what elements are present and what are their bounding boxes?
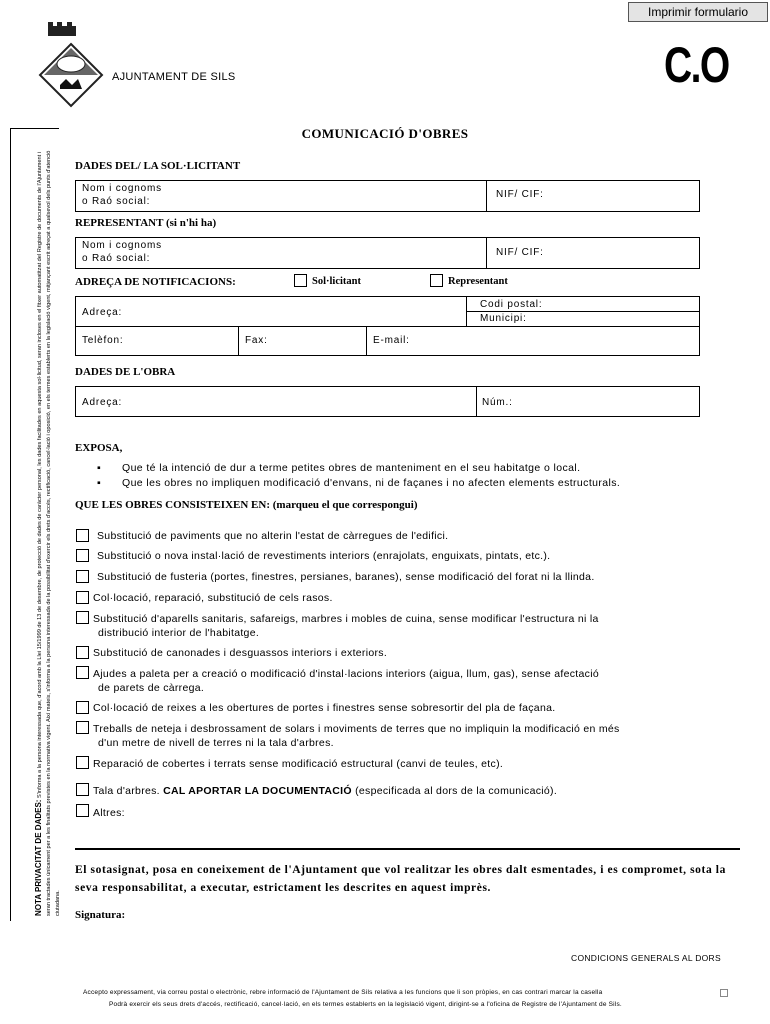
option-label-5: Substitució d'aparells sanitaris, safareigs, marbres i mobles de cuina, sense modificar l'estructura ni la — [93, 613, 599, 625]
representative-heading: REPRESENTANT (si n'hi ha) — [75, 217, 217, 229]
privacy-heading: NOTA PRIVACITAT DE DADES: — [34, 799, 43, 916]
municipality-label: Municipi: — [480, 313, 527, 324]
privacy-text: S'informa a la persona interessada que, d'acord amb la Llei 15/1999 de 13 de desembre, de protecció de dades de caràcter personal, les dades facilitades en aquesta sol·licitud, seran incloses en el fitxer automatitzat del Registre de documents de l'Ajuntament i seran tractades únicament per a les finalitats previstes en la normativa vigent. Així mateix, s'informa a la persona interessada de la possibilitat d'exercir els drets d'accés, rectificació, cancel·lació i oposició, en els termes establerts en la legislació vigent, mitjançant escrit adreçat a qualsevol dels punts d'atenció ciutadana. — [37, 150, 61, 916]
notify-applicant-label: Sol·licitant — [312, 276, 362, 287]
tree-felling-label: Tala d'arbres. — [93, 785, 160, 797]
option-label-7: Ajudes a paleta per a creació o modificació d'instal·lacions interiors (aigua, llum, gas), sense afectació — [93, 668, 599, 680]
notifications-heading: ADREÇA DE NOTIFICACIONS: — [75, 276, 236, 288]
option-label-6: Substitució de canonades i desguassos interiors i exteriors. — [93, 647, 388, 659]
organization-name: AJUNTAMENT DE SILS — [112, 71, 236, 83]
exposa-bullet-1: Que té la intenció de dur a terme petites obres de manteniment en el seu habitatge o local. — [122, 462, 581, 474]
option-label-9: Treballs de neteja i desbrossament de solars i moviments de terres que no impliquin la modificació en més — [93, 723, 620, 735]
notification-address-box — [75, 296, 700, 356]
option-label-10: Reparació de cobertes i terrats sense modificació estructural (canvi de teules, etc). — [93, 758, 504, 770]
documentation-required: CAL APORTAR LA DOCUMENTACIÓ — [163, 785, 352, 797]
fax-label: Fax: — [245, 335, 268, 346]
signature-label: Signatura: — [75, 909, 126, 921]
applicant-box — [75, 180, 700, 212]
option-label-8: Col·locació de reixes a les obertures de portes i finestres sense sobresortir del pla de façana. — [93, 702, 556, 714]
option-label-7-cont: de parets de càrrega. — [98, 682, 205, 694]
work-address-box — [75, 386, 700, 417]
option-label-3: Substitució de fusteria (portes, finestres, persianes, baranes), sense modificació del forat ni la llinda. — [97, 571, 595, 583]
exposa-bullet-2: Que les obres no impliquen modificació d'envans, ni de façanes i no afecten elements estructurals. — [122, 477, 621, 489]
documentation-note: (especificada al dors de la comunicació). — [355, 785, 558, 797]
declaration-text: El sotasignat, posa en coneixement de l'Ajuntament que vol realitzar les obres dalt esmentades, i es compromet, sota la seva responsabilitat, a executar, estrictament les descrites en aquest imprès. — [75, 864, 726, 894]
option-label-5-cont: distribució interior de l'habitatge. — [98, 627, 260, 639]
notify-applicant-checkbox[interactable] — [294, 274, 307, 287]
print-form-button[interactable]: Imprimir formulario — [628, 2, 768, 22]
option-label-9-cont: d'un metre de nivell de terres ni la tala d'arbres. — [98, 737, 334, 749]
option-checkbox-11[interactable] — [76, 783, 89, 796]
phone-label: Telèfon: — [82, 335, 124, 346]
option-checkbox-5[interactable] — [76, 611, 89, 624]
option-checkbox-2[interactable] — [76, 549, 89, 562]
work-number-label: Núm.: — [482, 397, 513, 408]
works-heading: QUE LES OBRES CONSISTEIXEN EN: (marqueu el que correspongui) — [75, 499, 418, 511]
option-label-4: Col·locació, reparació, substitució de cels rasos. — [93, 592, 333, 604]
option-checkbox-7[interactable] — [76, 666, 89, 679]
option-checkbox-12[interactable] — [76, 804, 89, 817]
option-label-11 — [93, 784, 693, 798]
option-checkbox-1[interactable] — [76, 529, 89, 542]
option-checkbox-9[interactable] — [76, 721, 89, 734]
work-address-label: Adreça: — [82, 397, 123, 408]
notify-representative-checkbox[interactable] — [430, 274, 443, 287]
page-title: COMUNICACIÓ D'OBRES — [301, 126, 469, 141]
option-checkbox-6[interactable] — [76, 646, 89, 659]
general-conditions-note: CONDICIONS GENERALS AL DORS — [571, 953, 721, 963]
privacy-note — [34, 146, 63, 916]
representative-name-label-2: o Raó social: — [82, 253, 151, 264]
rights-text: Podrà exercir els seus drets d'accés, rectificació, cancel·lació, en els termes establerts en la legislació vigent, dirigint-se a l'oficina de Registre de l'Ajuntament de Sils. — [109, 1001, 622, 1008]
coat-of-arms-logo — [38, 20, 108, 112]
representative-box — [75, 237, 700, 269]
applicant-nif-label: NIF/ CIF: — [496, 189, 544, 200]
option-label-2: Substitució o nova instal·lació de revestiments interiors (enrajolats, enguixats, pintats, etc.). — [97, 550, 551, 562]
divider — [75, 848, 740, 850]
option-label-other: Altres: — [93, 807, 125, 819]
applicant-heading: DADES DEL/ LA SOL·LICITANT — [75, 160, 241, 172]
representative-name-label: Nom i cognoms — [82, 240, 162, 251]
applicant-name-label-2: o Raó social: — [82, 196, 151, 207]
notify-representative-label: Representant — [448, 276, 508, 287]
exposa-heading: EXPOSA, — [75, 442, 123, 454]
applicant-name-label: Nom i cognoms — [82, 183, 162, 194]
notification-address-label: Adreça: — [82, 307, 123, 318]
representative-nif-label: NIF/ CIF: — [496, 247, 544, 258]
consent-text: Accepto expressament, via correu postal o electrònic, rebre informació de l'Ajuntament de Sils relativa a les funcions que li son pròpies, en cas contrari marcar la casella — [83, 989, 603, 996]
work-heading: DADES DE L'OBRA — [75, 366, 176, 378]
option-checkbox-4[interactable] — [76, 591, 89, 604]
postal-code-label: Codi postal: — [480, 299, 543, 310]
option-checkbox-3[interactable] — [76, 570, 89, 583]
option-label-1: Substitució de paviments que no alterin l'estat de càrregues de l'edifici. — [97, 530, 449, 542]
email-label: E-mail: — [373, 335, 410, 346]
consent-checkbox[interactable] — [720, 989, 728, 997]
option-checkbox-10[interactable] — [76, 756, 89, 769]
form-code: C.O — [664, 37, 729, 93]
option-checkbox-8[interactable] — [76, 701, 89, 714]
